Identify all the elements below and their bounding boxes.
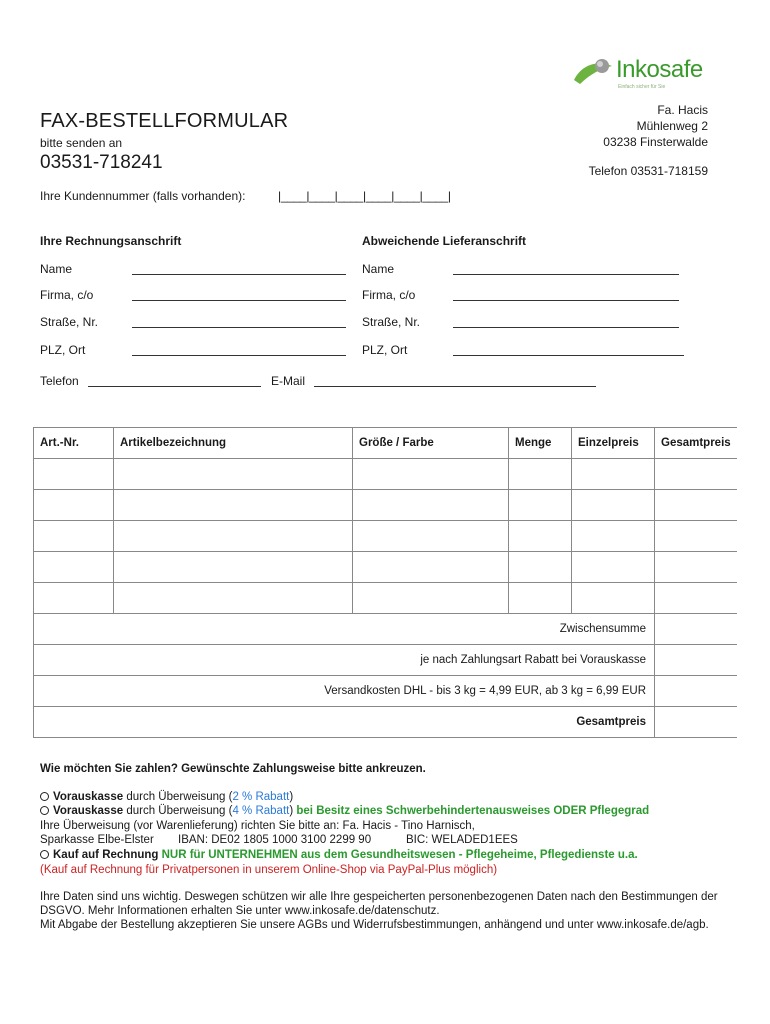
- company-address: [603, 102, 708, 150]
- shipping-cost-value[interactable]: [655, 676, 737, 707]
- billing-company-field[interactable]: [132, 288, 346, 301]
- leaf-logo-icon: [572, 56, 616, 86]
- header-size-color: Größe / Farbe: [353, 428, 509, 459]
- header-article-description: Artikelbezeichnung: [114, 428, 353, 459]
- summary-row: [34, 707, 737, 738]
- shipping-cost-label: Versandkosten DHL - bis 3 kg = 4,99 EUR, ab 3 kg = 6,99 EUR: [34, 676, 655, 707]
- option-text: durch Überweisung (: [123, 791, 233, 803]
- shipping-name-field[interactable]: [453, 262, 679, 275]
- table-cell[interactable]: [114, 583, 353, 614]
- billing-name-label: Name: [40, 262, 73, 276]
- subtotal-value[interactable]: [655, 614, 737, 645]
- payment-option-prepay-4[interactable]: [40, 805, 649, 817]
- table-cell[interactable]: [655, 583, 737, 614]
- table-cell[interactable]: [572, 583, 655, 614]
- table-cell[interactable]: [353, 521, 509, 552]
- table-cell[interactable]: [34, 459, 114, 490]
- address-line: 03238 Finsterwalde: [603, 135, 708, 149]
- discount-label: je nach Zahlungsart Rabatt bei Vorauskasse: [34, 645, 655, 676]
- shipping-city-label: PLZ, Ort: [362, 343, 408, 357]
- send-to-label: bitte senden an: [40, 136, 123, 150]
- bank-bic: BIC: WELADED1EES: [406, 834, 518, 846]
- discount-value[interactable]: [655, 645, 737, 676]
- table-row: [34, 521, 737, 552]
- summary-row: [34, 614, 737, 645]
- table-cell[interactable]: [114, 490, 353, 521]
- table-cell[interactable]: [353, 552, 509, 583]
- phone-field[interactable]: [88, 374, 261, 387]
- table-cell[interactable]: [572, 490, 655, 521]
- table-cell[interactable]: [114, 459, 353, 490]
- phone-label: Telefon: [40, 374, 79, 388]
- table-cell[interactable]: [655, 459, 737, 490]
- table-cell[interactable]: [572, 552, 655, 583]
- radio-circle-icon[interactable]: [40, 850, 49, 859]
- billing-street-label: Straße, Nr.: [40, 315, 99, 329]
- summary-row: [34, 645, 737, 676]
- discount-text: 2 % Rabatt: [232, 791, 290, 803]
- option-condition: NUR für UNTERNEHMEN aus dem Gesundheitswesen - Pflegeheime, Pflegedienste u.a.: [158, 849, 638, 861]
- option-label: Vorauskasse: [53, 791, 124, 803]
- table-cell[interactable]: [655, 490, 737, 521]
- billing-name-field[interactable]: [132, 262, 346, 275]
- order-table: [33, 427, 737, 738]
- table-cell[interactable]: [655, 521, 737, 552]
- summary-row: [34, 676, 737, 707]
- table-cell[interactable]: [34, 521, 114, 552]
- radio-circle-icon[interactable]: [40, 806, 49, 815]
- header-article-number: Art.-Nr.: [34, 428, 114, 459]
- address-line: Fa. Hacis: [657, 103, 708, 117]
- logo-text: Inkosafe: [616, 56, 703, 83]
- payment-question: Wie möchten Sie zahlen? Gewünschte Zahlungsweise bitte ankreuzen.: [40, 763, 426, 775]
- shipping-company-label: Firma, c/o: [362, 288, 416, 302]
- address-line: Mühlenweg 2: [636, 119, 708, 133]
- billing-street-field[interactable]: [132, 315, 346, 328]
- billing-city-field[interactable]: [132, 343, 346, 356]
- email-label: E-Mail: [271, 374, 306, 388]
- payment-option-invoice[interactable]: [40, 849, 638, 861]
- radio-circle-icon[interactable]: [40, 792, 49, 801]
- terms-text: Mit Abgabe der Bestellung akzeptieren Sie unsere AGBs und Widerrufsbestimmungen, anhängend und unter www.inkosafe.de/agb.: [40, 919, 709, 931]
- table-cell[interactable]: [114, 521, 353, 552]
- table-row: [34, 490, 737, 521]
- billing-city-label: PLZ, Ort: [40, 343, 86, 357]
- shipping-street-label: Straße, Nr.: [362, 315, 421, 329]
- table-cell[interactable]: [509, 459, 572, 490]
- table-row: [34, 583, 737, 614]
- table-cell[interactable]: [509, 552, 572, 583]
- billing-company-label: Firma, c/o: [40, 288, 94, 302]
- fax-number: 03531-718241: [40, 152, 163, 173]
- inkosafe-logo: [572, 56, 722, 92]
- payment-option-prepay-2[interactable]: [40, 791, 293, 803]
- bank-iban: IBAN: DE02 1805 1000 3100 2299 90: [178, 834, 372, 846]
- table-cell[interactable]: [572, 459, 655, 490]
- table-row: [34, 552, 737, 583]
- header-quantity: Menge: [509, 428, 572, 459]
- grand-total-label: Gesamtpreis: [34, 707, 655, 738]
- table-cell[interactable]: [114, 552, 353, 583]
- table-cell[interactable]: [509, 583, 572, 614]
- billing-heading: Ihre Rechnungsanschrift: [40, 234, 182, 248]
- table-cell[interactable]: [353, 490, 509, 521]
- bank-instructions: Ihre Überweisung (vor Warenlieferung) richten Sie bitte an: Fa. Hacis - Tino Harnisch,: [40, 820, 475, 832]
- shipping-city-field[interactable]: [453, 343, 684, 356]
- option-label: Vorauskasse: [53, 805, 124, 817]
- shipping-company-field[interactable]: [453, 288, 679, 301]
- subtotal-label: Zwischensumme: [34, 614, 655, 645]
- privacy-text-line1: Ihre Daten sind uns wichtig. Deswegen schützen wir alle Ihre gespeicherten personenbezogenen Daten nach den Bestimmungen der: [40, 891, 718, 903]
- table-header-row: [34, 428, 737, 459]
- table-cell[interactable]: [509, 521, 572, 552]
- table-cell[interactable]: [655, 552, 737, 583]
- header-total-price: Gesamtpreis: [655, 428, 737, 459]
- bank-name: Sparkasse Elbe-Elster: [40, 834, 154, 846]
- company-phone: Telefon 03531-718159: [588, 164, 708, 178]
- table-cell[interactable]: [34, 552, 114, 583]
- option-end: ): [289, 791, 294, 803]
- table-cell[interactable]: [353, 583, 509, 614]
- option-condition: bei Besitz eines Schwerbehindertenausweises ODER Pflegegrad: [293, 805, 650, 817]
- table-cell[interactable]: [509, 490, 572, 521]
- customer-number-label: Ihre Kundennummer (falls vorhanden):: [40, 189, 246, 203]
- logo-tagline: Einfach sicher für Sie: [618, 84, 666, 90]
- private-invoice-note: (Kauf auf Rechnung für Privatpersonen in unserem Online-Shop via PayPal-Plus möglich): [40, 864, 498, 876]
- grand-total-value[interactable]: [655, 707, 737, 738]
- table-cell[interactable]: [34, 490, 114, 521]
- shipping-name-label: Name: [362, 262, 395, 276]
- table-cell[interactable]: [572, 521, 655, 552]
- table-cell[interactable]: [353, 459, 509, 490]
- form-title: FAX-BESTELLFORMULAR: [40, 110, 289, 132]
- shipping-heading: Abweichende Lieferanschrift: [362, 234, 527, 248]
- table-row: [34, 459, 737, 490]
- option-label: Kauf auf Rechnung: [53, 849, 159, 861]
- discount-text: 4 % Rabatt: [232, 805, 290, 817]
- header-unit-price: Einzelpreis: [572, 428, 655, 459]
- email-field[interactable]: [314, 374, 596, 387]
- shipping-street-field[interactable]: [453, 315, 679, 328]
- table-cell[interactable]: [34, 583, 114, 614]
- customer-number-boxes[interactable]: |____|____|____|____|____|____|: [278, 189, 451, 203]
- privacy-text-line2: DSGVO. Mehr Informationen erhalten Sie unter www.inkosafe.de/datenschutz.: [40, 905, 440, 917]
- option-end: ): [289, 805, 294, 817]
- option-text: durch Überweisung (: [123, 805, 233, 817]
